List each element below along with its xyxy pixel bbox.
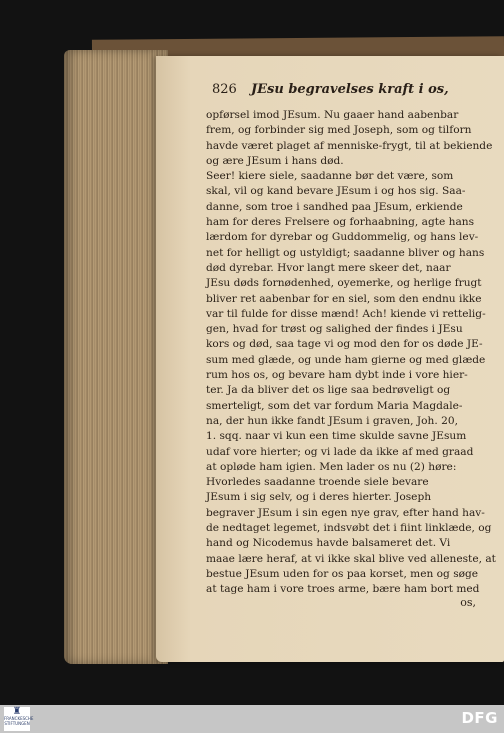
text-line: opførsel imod JEsum. Nu gaaer hand aabenbar <box>206 109 459 121</box>
text-line: smerteligt, som det var fordum Maria Magdale- <box>206 399 463 412</box>
dfg-logo: DFG <box>461 709 498 727</box>
text-line: at opløde ham igien. Men lader os nu (2) høre: <box>206 460 457 473</box>
text-line: skal, vil og kand bevare JEsum i og hos sig. Saa- <box>206 185 466 198</box>
text-line: na, der hun ikke fandt JEsum i graven, Joh. 20, <box>206 414 458 427</box>
text-line: og ære JEsum i hans død. <box>206 154 344 167</box>
text-line: hand og Nicodemus havde balsameret det. Vi <box>206 537 451 550</box>
text-line: 1. sqq. naar vi kun een time skulde savne JEsum <box>206 430 467 443</box>
text-line: sum med glæde, og unde ham gierne og med glæde <box>206 353 486 366</box>
body-text <box>206 108 498 598</box>
text-line: maae lære heraf, at vi ikke skal blive ved alleneste, at <box>206 552 496 565</box>
text-line: bliver ret aabenbar for en siel, som den endnu ikke <box>206 292 482 305</box>
text-line: JEsum i sig selv, og i deres hierter. Joseph <box>206 491 432 504</box>
text-line: udaf vore hierter; og vi lade da ikke af med graad <box>206 445 474 458</box>
text-line: frem, og forbinder sig med Joseph, som og tilforn <box>206 124 472 137</box>
running-title: JEsu begravelses kraft i os, <box>250 82 449 97</box>
text-line: net for helligt og ustyldigt; saadanne bliver og hans <box>206 246 485 259</box>
text-line: de nedtaget legemet, indsvøbt det i fiint linklæde, og <box>206 522 492 535</box>
text-line: havde været plaget af menniske-frygt, til at bekiende <box>206 139 493 152</box>
page-header <box>212 82 492 97</box>
text-line: at tage ham i vore troes arme, bære ham bort med <box>206 583 480 596</box>
franckesche-stiftungen-logo <box>4 706 34 731</box>
text-line: gen, hvad for trøst og salighed der findes i JEsu <box>206 323 463 336</box>
logo-text: FRANCKESCHE STIFTUNGEN <box>4 716 34 726</box>
institution-emblem-icon: ♜ <box>12 706 22 717</box>
text-line: ham for deres Frelsere og forhaabning, agte hans <box>206 216 475 229</box>
text-line: kors og død, saa tage vi og mod den for os døde JE- <box>206 338 483 351</box>
text-line: død dyrebar. Hvor langt mere skeer det, naar <box>206 261 451 274</box>
text-line: JEsu døds fornødenhed, oyemerke, og herlige frugt <box>206 277 482 290</box>
page-number: 826 <box>212 82 237 97</box>
text-line: var til fulde for disse mænd! Ach! kiende vi rettelig- <box>206 307 486 320</box>
text-line: rum hos os, og bevare ham dybt inde i vore hier- <box>206 369 468 382</box>
text-line: Hvorledes saadanne troende siele bevare <box>206 476 429 489</box>
text-line: begraver JEsum i sin egen nye grav, efter hand hav- <box>206 506 485 519</box>
text-line: danne, som troe i sandhed paa JEsum, erkiende <box>206 200 463 213</box>
text-line: ter. Ja da bliver det os lige saa bedrøveligt og <box>206 384 451 397</box>
book-page <box>156 56 504 662</box>
page-edges <box>64 50 168 664</box>
viewer-footer <box>0 705 504 733</box>
text-line: Seer! kiere siele, saadanne bør det være, som <box>206 170 454 183</box>
text-line: bestue JEsum uden for os paa korset, men og søge <box>206 567 479 580</box>
catchword: os, <box>460 596 476 609</box>
text-line: lærdom for dyrebar og Guddommelig, og hans lev- <box>206 231 479 244</box>
